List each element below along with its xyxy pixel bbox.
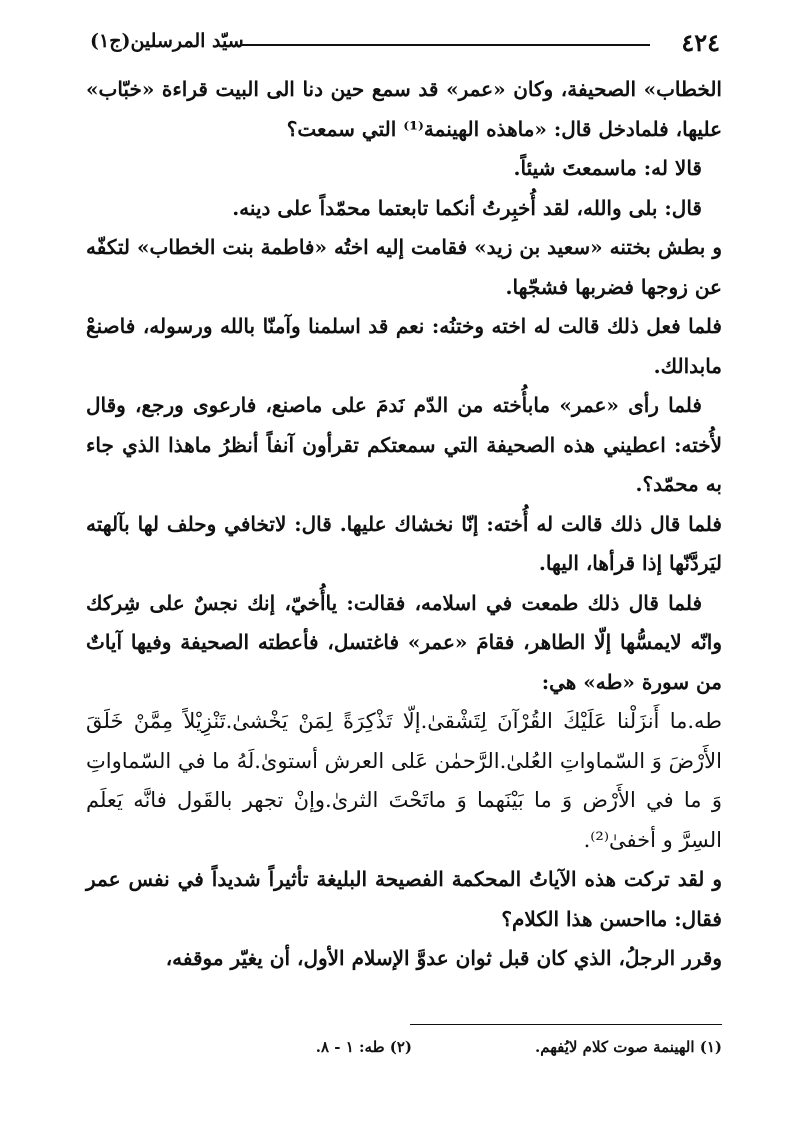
footnote-rule [410, 1024, 722, 1025]
quran-verse: طه.ما أَنزَلْنا عَلَيْكَ القُرْآنَ لِتَشْقىٰ.إلّا تَذْكِرَةً لِمَنْ يَخْشىٰ.تَنْزِيْلاً مِمَّنْ خَلَقَ الأَرْضَ وَ السّماواتِ العُلىٰ.الرَّحمٰن عَلى العرش أستوىٰ.لَهُ ما في السّماواتِ وَ ما في الأَرْض وَ ما بَيْنَهما وَ ماتَحْتَ الثرىٰ.وإنْ تجهر بالقَول فانَّه يَعلَم السِرَّ و أخفىٰ⁽²⁾. [86, 709, 722, 852]
footnotes [86, 1038, 722, 1068]
paragraph: فلما قال ذلك طمعت في اسلامه، فقالت: ياأُخيّ، إنك نجسٌ على شِركك وانّه لايمسُّها إلّا الطاهر، فقامَ «عمر» فاغتسل، فأعطته الصحيفة وفيها آياتٌ من سورة «طه» هي: [86, 590, 722, 694]
paragraph: فلما فعل ذلك قالت له اخته وختنُه: نعم قد اسلمنا وآمنّا بالله ورسوله، فاصنعْ مابدالك. [86, 314, 722, 378]
page-number: ٤٢٤ [681, 28, 720, 57]
paragraph: و بطش بختنه «سعيد بن زيد» فقامت إليه اختُه «فاطمة بنت الخطاب» لتكفّه عن زوجها فضربها فشجّها. [86, 235, 722, 299]
paragraph: الخطاب» الصحيفة، وكان «عمر» قد سمع حين دنا الى البيت قراءة «خبّاب» عليها، فلمادخل قال: «ماهذه الهينمة⁽¹⁾ التي سمعت؟ [86, 77, 722, 141]
footnote-2: (٢) طه: ١ - ٨. [315, 1038, 412, 1056]
running-title: سيّد المرسلين(ج١) [90, 30, 244, 52]
footnote-1: (١) الهينمة صوت كلام لايُفهم. [535, 1038, 722, 1056]
paragraph: فلما قال ذلك قالت له أُخته: إنّا نخشاك عليها. قال: لاتخافي وحلف لها بآلهته ليَردَّنّها إذا قرأها، اليها. [86, 511, 722, 575]
paragraph: وقرر الرجلُ، الذي كان قبل ثوان عدوَّ الإسلام الأول، أن يغيّر موقفه، [165, 946, 722, 970]
paragraph: قالا له: ماسمعتَ شيئاً. [513, 156, 702, 180]
paragraph: قال: بلى والله، لقد أُخبِرتُ أنكما تابعتما محمّداً على دينه. [232, 195, 702, 220]
paragraph: فلما رأى «عمر» مابأُخته من الدّم نَدمَ على ماصنع، فارعوى ورجع، وقال لأُخته: اعطيني هذه الصحيفة التي سمعتكم تقرأون آنفاً أنظرُ ماهذا الذي جاء به محمّد؟. [86, 393, 722, 496]
body-text [86, 70, 722, 979]
paragraph: و لقد تركت هذه الآياتُ المحكمة الفصيحة البليغة تأثيراً شديداً في نفس عمر فقال: مااحسن هذا الكلام؟ [86, 867, 722, 931]
header-rule [240, 44, 650, 46]
page-header [90, 24, 720, 60]
